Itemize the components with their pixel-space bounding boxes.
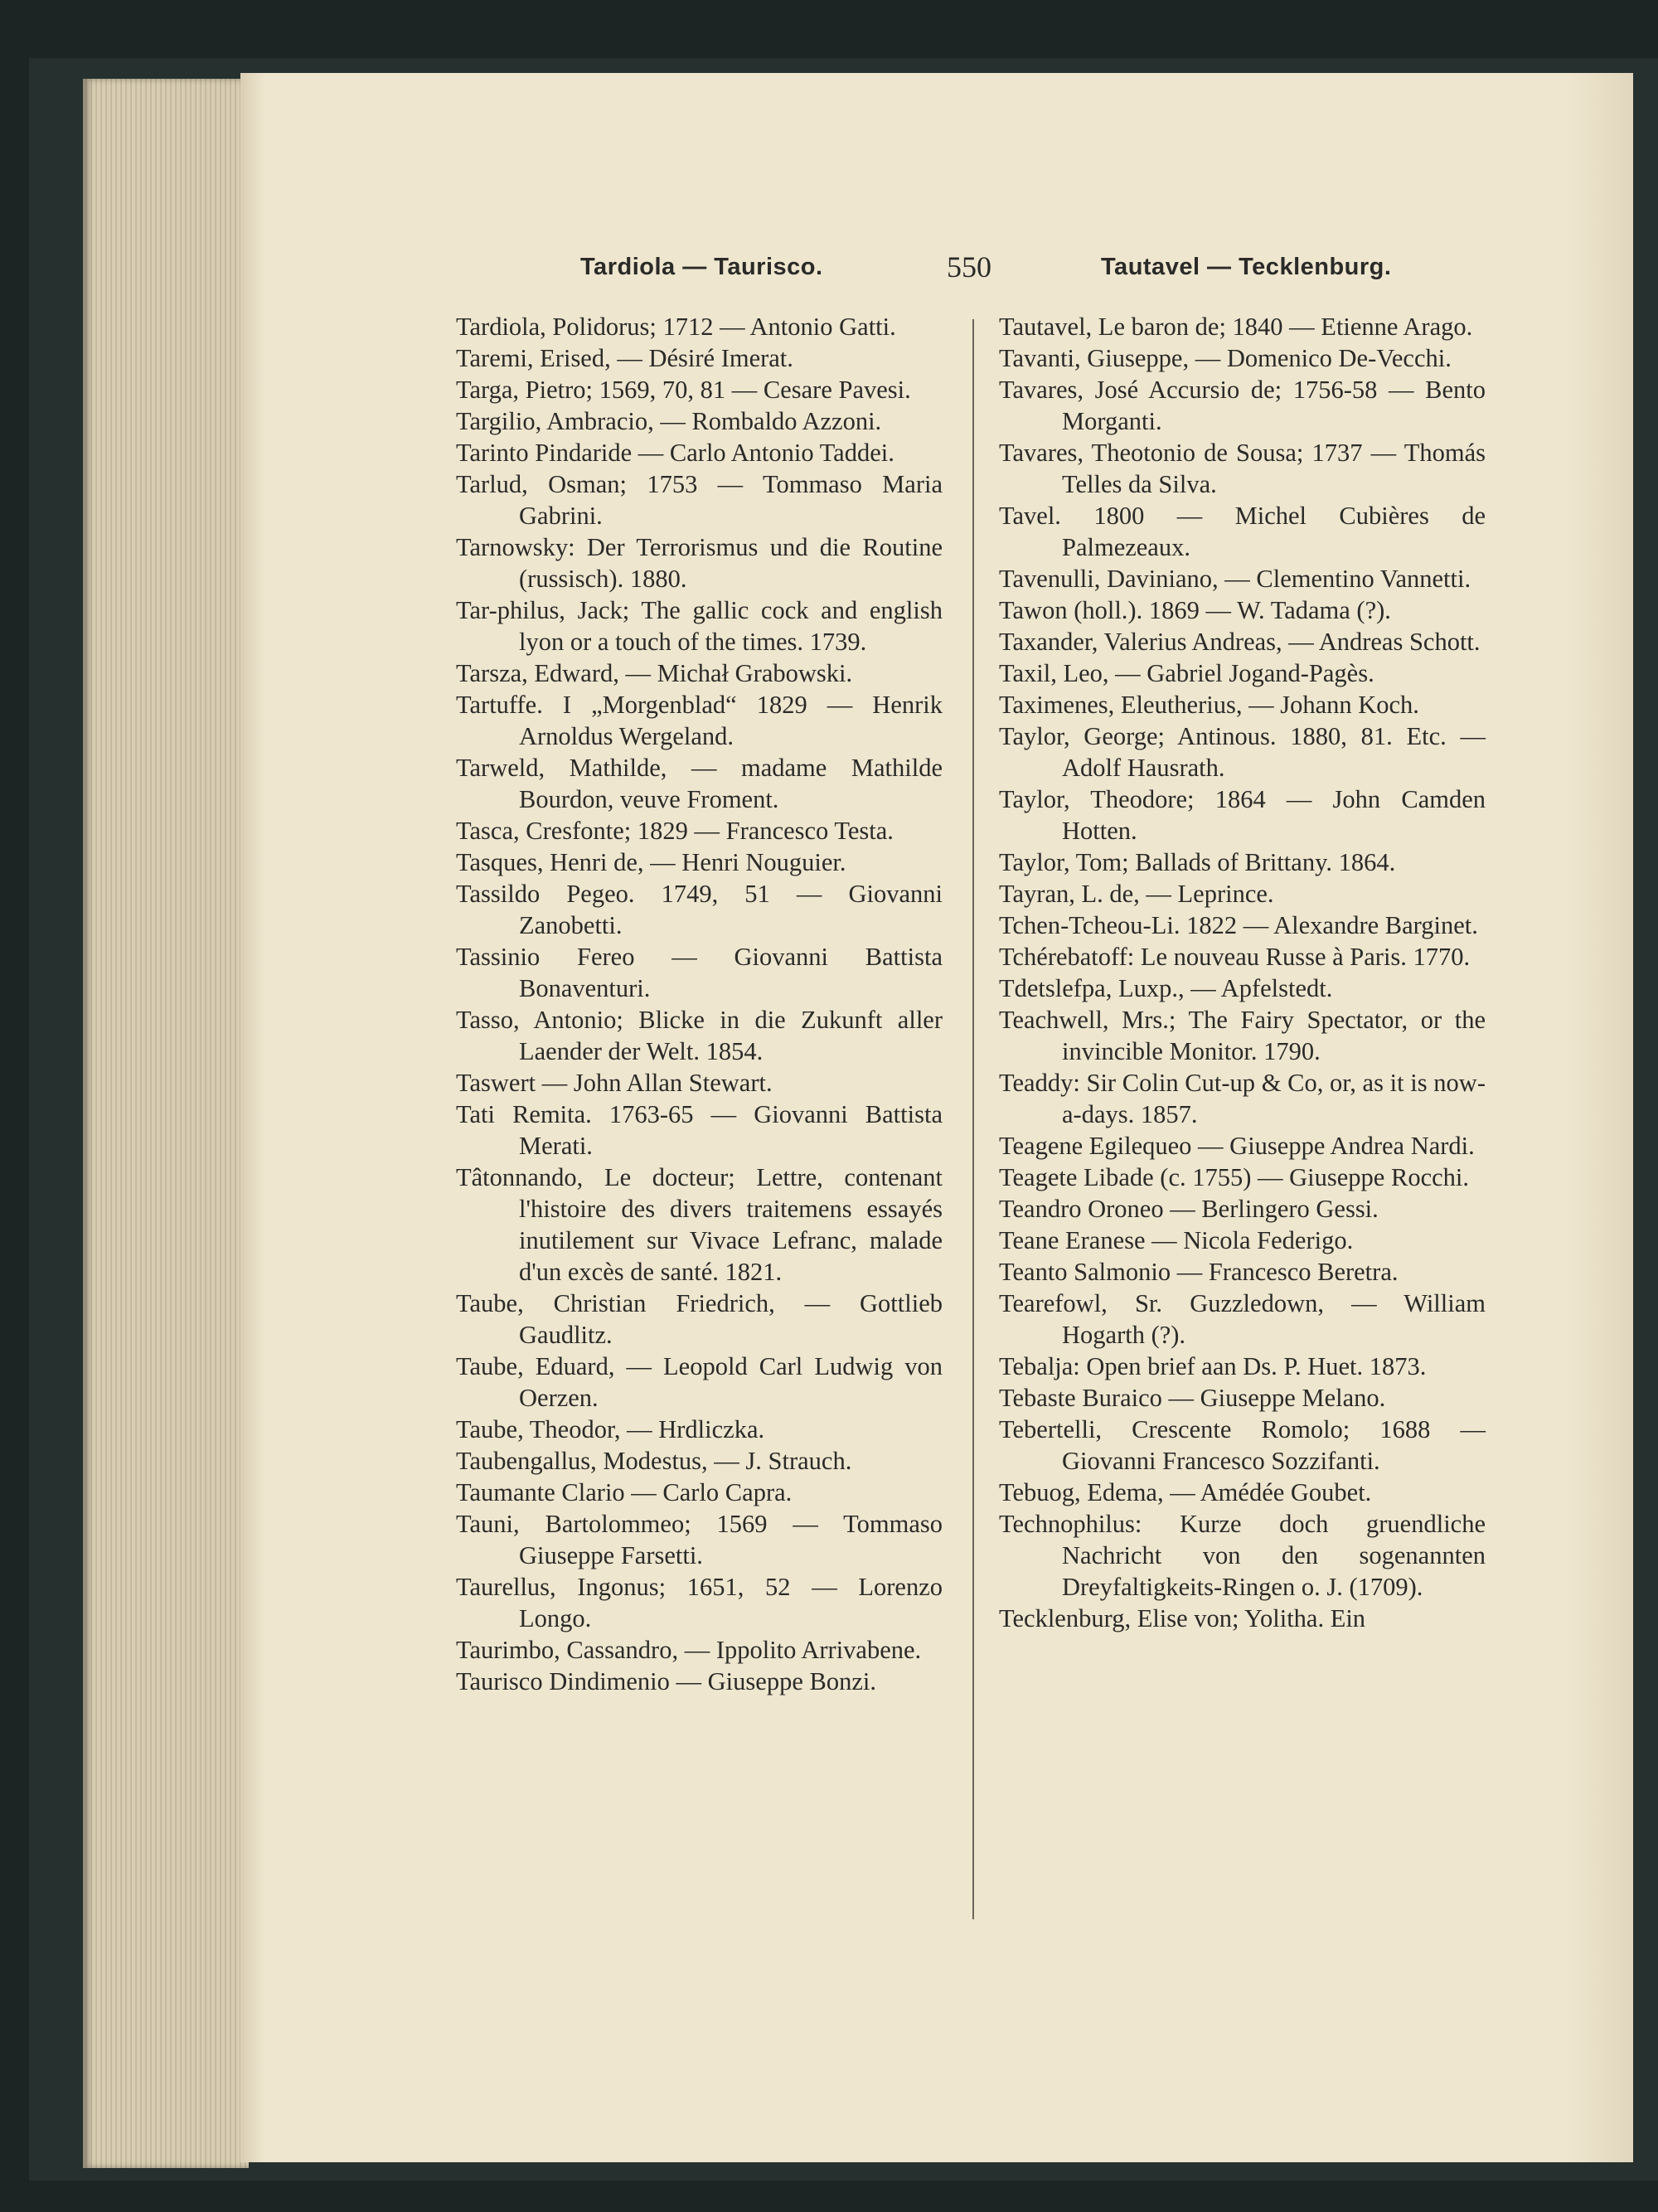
entry: Teane Eranese — Nicola Federigo. (999, 1226, 1354, 1254)
entry: Tarinto Pindaride — Carlo Antonio Taddei. (456, 439, 894, 467)
entry: Taximenes, Eleutherius, — Johann Koch. (999, 691, 1419, 719)
running-head-right: Tautavel — Tecklenburg. (1101, 254, 1392, 280)
entry: Taube, Eduard, — Leopold Carl Ludwig von Oerzen. (456, 1352, 943, 1412)
entry: Tavanti, Giuseppe, — Domenico De-Vecchi. (999, 344, 1452, 372)
entry: Teachwell, Mrs.; The Fairy Spectator, or the invincible Monitor. 1790. (999, 1006, 1486, 1065)
entry: Tarsza, Edward, — Michał Grabowski. (456, 659, 853, 687)
page-edges (83, 79, 249, 2168)
entry: Tebalja: Open brief aan Ds. P. Huet. 1873. (999, 1352, 1427, 1380)
entry: Taubengallus, Modestus, — J. Strauch. (456, 1447, 852, 1475)
entry: Taylor, George; Antinous. 1880, 81. Etc. — Adolf Hausrath. (999, 722, 1486, 782)
entry: Tawon (holl.). 1869 — W. Tadama (?). (999, 596, 1391, 624)
entry: Tâtonnando, Le docteur; Lettre, contenant l'histoire des divers traitemens essayés inutilement sur Vivace Lefranc, malade d'un excès de santé. 1821. (456, 1163, 943, 1286)
entry: Targilio, Ambracio, — Rombaldo Azzoni. (456, 407, 882, 435)
entry: Taurellus, Ingonus; 1651, 52 — Lorenzo Longo. (456, 1573, 943, 1632)
entry: Tchérebatoff: Le nouveau Russe à Paris. 1770. (999, 943, 1471, 971)
page-number: 550 (947, 250, 991, 284)
entry: Tassinio Fereo — Giovanni Battista Bonaventuri. (456, 943, 943, 1002)
entry: Tarweld, Mathilde, — madame Mathilde Bourdon, veuve Froment. (456, 754, 943, 813)
entry: Targa, Pietro; 1569, 70, 81 — Cesare Pavesi. (456, 376, 911, 404)
entry: Tar-philus, Jack; The gallic cock and english lyon or a touch of the times. 1739. (456, 596, 943, 656)
entry: Tasca, Cresfonte; 1829 — Francesco Testa. (456, 817, 894, 845)
running-head-left: Tardiola — Taurisco. (580, 254, 823, 280)
entry: Tavares, Theotonio de Sousa; 1737 — Thomás Telles da Silva. (999, 439, 1486, 498)
entry: Tautavel, Le baron de; 1840 — Etienne Arago. (999, 313, 1473, 341)
right-column (999, 311, 1486, 1634)
entry: Tardiola, Polidorus; 1712 — Antonio Gatti. (456, 313, 896, 341)
entry: Teandro Oroneo — Berlingero Gessi. (999, 1195, 1379, 1223)
entry: Tarnowsky: Der Terrorismus und die Routine (russisch). 1880. (456, 533, 943, 593)
entry: Taurimbo, Cassandro, — Ippolito Arrivabene. (456, 1636, 922, 1664)
entry: Taylor, Theodore; 1864 — John Camden Hotten. (999, 785, 1486, 845)
entry: Taxil, Leo, — Gabriel Jogand-Pagès. (999, 659, 1374, 687)
entry: Tavares, José Accursio de; 1756-58 — Bento Morganti. (999, 376, 1486, 435)
entry: Tati Remita. 1763-65 — Giovanni Battista Merati. (456, 1100, 943, 1160)
entry: Tartuffe. I „Morgenblad“ 1829 — Henrik Arnoldus Wergeland. (456, 691, 943, 750)
entry: Teagete Libade (c. 1755) — Giuseppe Rocchi. (999, 1163, 1469, 1191)
entry: Taylor, Tom; Ballads of Brittany. 1864. (999, 848, 1396, 876)
entry: Tasso, Antonio; Blicke in die Zukunft aller Laender der Welt. 1854. (456, 1006, 943, 1065)
entry: Tchen-Tcheou-Li. 1822 — Alexandre Barginet. (999, 911, 1478, 939)
entry: Tebaste Buraico — Giuseppe Melano. (999, 1384, 1386, 1412)
left-column (456, 311, 943, 1697)
entry: Taumante Clario — Carlo Capra. (456, 1478, 793, 1506)
entry: Teagene Egilequeo — Giuseppe Andrea Nardi. (999, 1132, 1475, 1160)
entry: Tearefowl, Sr. Guzzledown, — William Hogarth (?). (999, 1289, 1486, 1349)
entry: Taxander, Valerius Andreas, — Andreas Schott. (999, 628, 1481, 656)
entry: Tayran, L. de, — Leprince. (999, 880, 1274, 908)
entry: Tebertelli, Crescente Romolo; 1688 — Giovanni Francesco Sozzifanti. (999, 1415, 1486, 1475)
entry: Taube, Christian Friedrich, — Gottlieb Gaudlitz. (456, 1289, 943, 1349)
entry: Tassildo Pegeo. 1749, 51 — Giovanni Zanobetti. (456, 880, 943, 939)
entry: Technophilus: Kurze doch gruendliche Nachricht von den sogenannten Dreyfaltigkeits-Ringen o. J. (1709). (999, 1510, 1486, 1601)
entry: Tavenulli, Daviniano, — Clementino Vannetti. (999, 565, 1471, 593)
entry: Tavel. 1800 — Michel Cubières de Palmezeaux. (999, 502, 1486, 561)
entry: Taremi, Erised, — Désiré Imerat. (456, 344, 793, 372)
entry: Tauni, Bartolommeo; 1569 — Tommaso Giuseppe Farsetti. (456, 1510, 943, 1569)
entry: Taube, Theodor, — Hrdliczka. (456, 1415, 765, 1443)
entry: Tdetslefpa, Luxp., — Apfelstedt. (999, 974, 1333, 1002)
column-divider (972, 319, 974, 1919)
entry: Teanto Salmonio — Francesco Beretra. (999, 1258, 1399, 1286)
entry: Taswert — John Allan Stewart. (456, 1069, 773, 1097)
entry: Teaddy: Sir Colin Cut-up & Co, or, as it is now-a-days. 1857. (999, 1069, 1486, 1128)
entry: Tebuog, Edema, — Amédée Goubet. (999, 1478, 1372, 1506)
entry: Taurisco Dindimenio — Giuseppe Bonzi. (456, 1667, 876, 1695)
entry: Tecklenburg, Elise von; Yolitha. Ein (999, 1604, 1366, 1632)
entry: Tasques, Henri de, — Henri Nouguier. (456, 848, 846, 876)
entry: Tarlud, Osman; 1753 — Tommaso Maria Gabrini. (456, 470, 943, 530)
